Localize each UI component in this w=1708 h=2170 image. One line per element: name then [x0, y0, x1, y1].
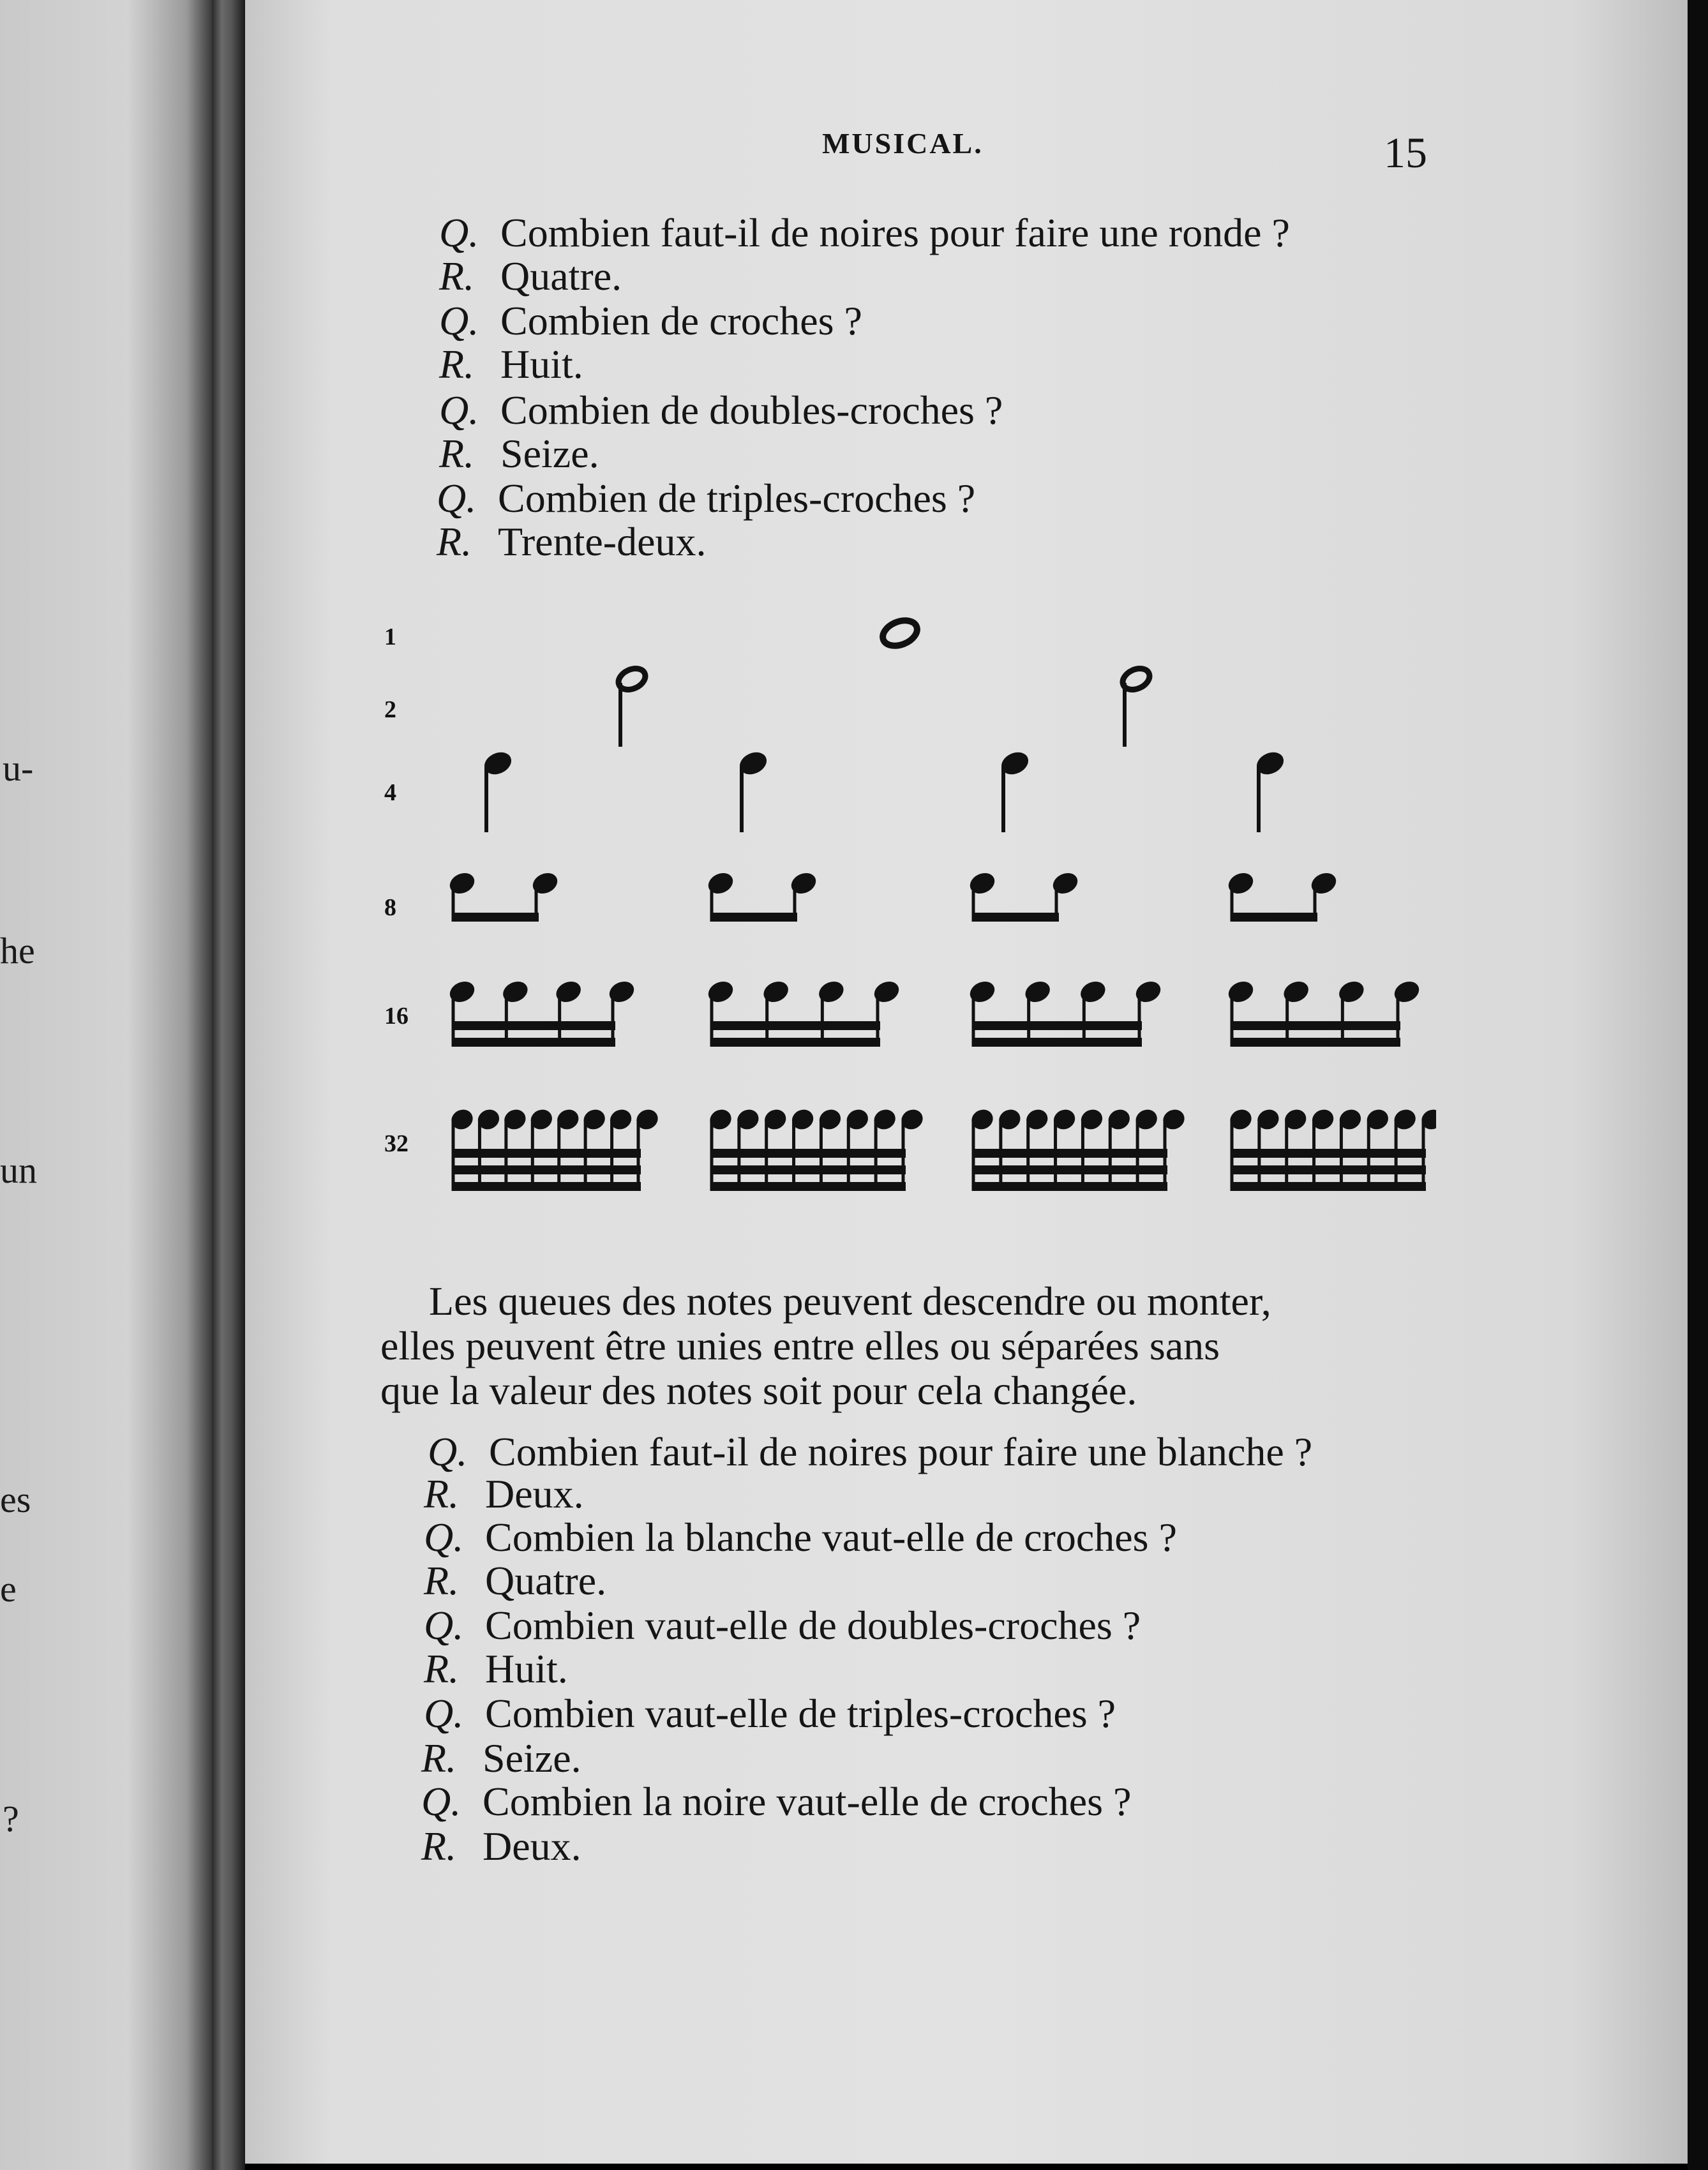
row-label: 32	[384, 1130, 408, 1157]
left-fragment: e	[0, 1568, 17, 1610]
note-beam	[1231, 1038, 1400, 1047]
qa-marker: Q.	[424, 1691, 464, 1736]
qa-line	[439, 297, 862, 345]
note-value-diagram	[377, 606, 1436, 1257]
note-beam	[452, 1182, 641, 1191]
qa-line	[424, 1645, 568, 1693]
qa-line	[421, 1778, 1131, 1825]
qa-line	[421, 1823, 581, 1870]
note-beam	[972, 913, 1059, 922]
qa-marker: R.	[424, 1558, 460, 1603]
page-number: 15	[1384, 128, 1427, 177]
note-beam	[972, 1038, 1142, 1047]
whole-note	[879, 616, 920, 650]
row-label: 2	[384, 696, 396, 723]
qa-text: Combien faut-il de noires pour faire une ronde ?	[500, 210, 1290, 255]
note-head	[1418, 1106, 1436, 1133]
qa-text: Combien faut-il de noires pour faire une blanche ?	[489, 1429, 1313, 1474]
row-label: 16	[384, 1003, 408, 1029]
left-fragment: u-	[3, 747, 34, 789]
note-head	[967, 978, 998, 1006]
paragraph	[380, 1279, 1421, 1413]
qa-text: Seize.	[483, 1735, 581, 1781]
note-head	[1077, 978, 1109, 1006]
qa-line	[437, 475, 975, 522]
note-head	[967, 869, 998, 897]
qa-marker: R.	[439, 341, 475, 387]
qa-text: Combien la blanche vaut-elle de croches ?	[485, 1515, 1177, 1560]
qa-marker: Q.	[424, 1515, 464, 1560]
qa-marker: Q.	[421, 1779, 461, 1824]
qa-text: Deux.	[485, 1471, 584, 1516]
running-head: MUSICAL.	[822, 127, 984, 160]
note-beam	[710, 1182, 906, 1191]
qa-line	[439, 387, 1003, 434]
qa-marker: Q.	[437, 475, 477, 521]
note-head	[606, 978, 638, 1006]
book-gutter	[212, 0, 245, 2170]
note-head	[1050, 869, 1081, 897]
note-head	[705, 978, 737, 1006]
note-beam	[452, 1038, 615, 1047]
note-head	[500, 978, 531, 1006]
note-beam	[710, 1038, 880, 1047]
qa-text: Trente-deux.	[498, 519, 707, 564]
qa-line	[428, 1428, 1312, 1476]
row-label: 4	[384, 779, 396, 806]
qa-line	[424, 1690, 1116, 1737]
qa-marker: R.	[421, 1735, 457, 1781]
qa-line	[439, 341, 583, 388]
paragraph-line: Les queues des notes peuvent descendre ou monter,	[429, 1278, 1271, 1324]
note-beam	[972, 1149, 1167, 1158]
qa-text: Huit.	[500, 341, 583, 387]
note-beam	[710, 1021, 880, 1030]
note-beam	[972, 1021, 1142, 1030]
note-head	[1133, 978, 1164, 1006]
note-beam	[452, 1021, 615, 1030]
qa-marker: Q.	[424, 1603, 464, 1648]
note-head	[788, 869, 820, 897]
note-head	[1391, 978, 1423, 1006]
qa-marker: R.	[437, 519, 472, 564]
note-head	[760, 978, 791, 1006]
qa-line	[437, 518, 706, 565]
qa-text: Combien de croches ?	[500, 298, 862, 343]
qa-marker: Q.	[428, 1429, 468, 1474]
qa-line	[439, 253, 622, 300]
note-beam	[1231, 1165, 1426, 1174]
qa-marker: R.	[439, 431, 475, 476]
note-beam	[452, 1149, 641, 1158]
note-head	[871, 978, 903, 1006]
note-head	[1336, 978, 1367, 1006]
note-beam	[710, 1165, 906, 1174]
qa-marker: R.	[424, 1471, 460, 1516]
qa-marker: R.	[421, 1823, 457, 1869]
note-head	[1280, 978, 1312, 1006]
left-fragment: ?	[3, 1798, 19, 1839]
note-beam	[1231, 913, 1317, 922]
qa-marker: Q.	[439, 387, 479, 433]
note-beam	[972, 1165, 1167, 1174]
note-head	[1225, 978, 1257, 1006]
left-fragment: he	[0, 930, 35, 971]
note-beam	[710, 1149, 906, 1158]
note-head	[1308, 869, 1340, 897]
right-edge	[1688, 0, 1708, 2170]
qa-text: Combien vaut-elle de triples-croches ?	[485, 1691, 1116, 1736]
note-beam	[1231, 1021, 1400, 1030]
note-beam	[972, 1182, 1167, 1191]
paragraph-line: elles peuvent être unies entre elles ou séparées sans	[380, 1323, 1220, 1368]
qa-text: Deux.	[483, 1823, 581, 1869]
note-beam	[1231, 1149, 1426, 1158]
left-fragment: es	[0, 1479, 31, 1520]
note-head	[530, 869, 561, 897]
qa-text: Combien de triples-croches ?	[498, 475, 976, 521]
qa-text: Huit.	[485, 1646, 568, 1691]
paragraph-line: que la valeur des notes soit pour cela changée.	[380, 1368, 1137, 1413]
left-fragment: un	[0, 1149, 37, 1191]
note-head	[1022, 978, 1053, 1006]
row-label: 8	[384, 894, 396, 921]
row-label: 1	[384, 624, 396, 650]
qa-line	[424, 1557, 606, 1605]
qa-line	[424, 1602, 1141, 1649]
qa-line	[424, 1470, 584, 1518]
note-beam	[1231, 1182, 1426, 1191]
qa-text: Quatre.	[485, 1558, 607, 1603]
qa-marker: R.	[424, 1646, 460, 1691]
qa-text: Combien vaut-elle de doubles-croches ?	[485, 1603, 1141, 1648]
note-beam	[452, 1165, 641, 1174]
qa-line	[439, 209, 1290, 257]
note-head	[447, 869, 478, 897]
qa-text: Seize.	[500, 431, 599, 476]
note-beam	[710, 913, 797, 922]
qa-marker: Q.	[439, 210, 479, 255]
left-page-edge	[0, 0, 212, 2170]
qa-line	[421, 1735, 581, 1782]
note-head	[553, 978, 584, 1006]
qa-marker: Q.	[439, 298, 479, 343]
note-beam	[452, 913, 539, 922]
qa-text: Quatre.	[500, 253, 622, 299]
qa-text: Combien de doubles-croches ?	[500, 387, 1003, 433]
qa-text: Combien la noire vaut-elle de croches ?	[483, 1779, 1132, 1824]
qa-marker: R.	[439, 253, 475, 299]
qa-line	[424, 1514, 1177, 1561]
note-head	[705, 869, 737, 897]
note-head	[816, 978, 847, 1006]
qa-line	[439, 430, 599, 477]
note-head	[447, 978, 478, 1006]
note-head	[1225, 869, 1257, 897]
